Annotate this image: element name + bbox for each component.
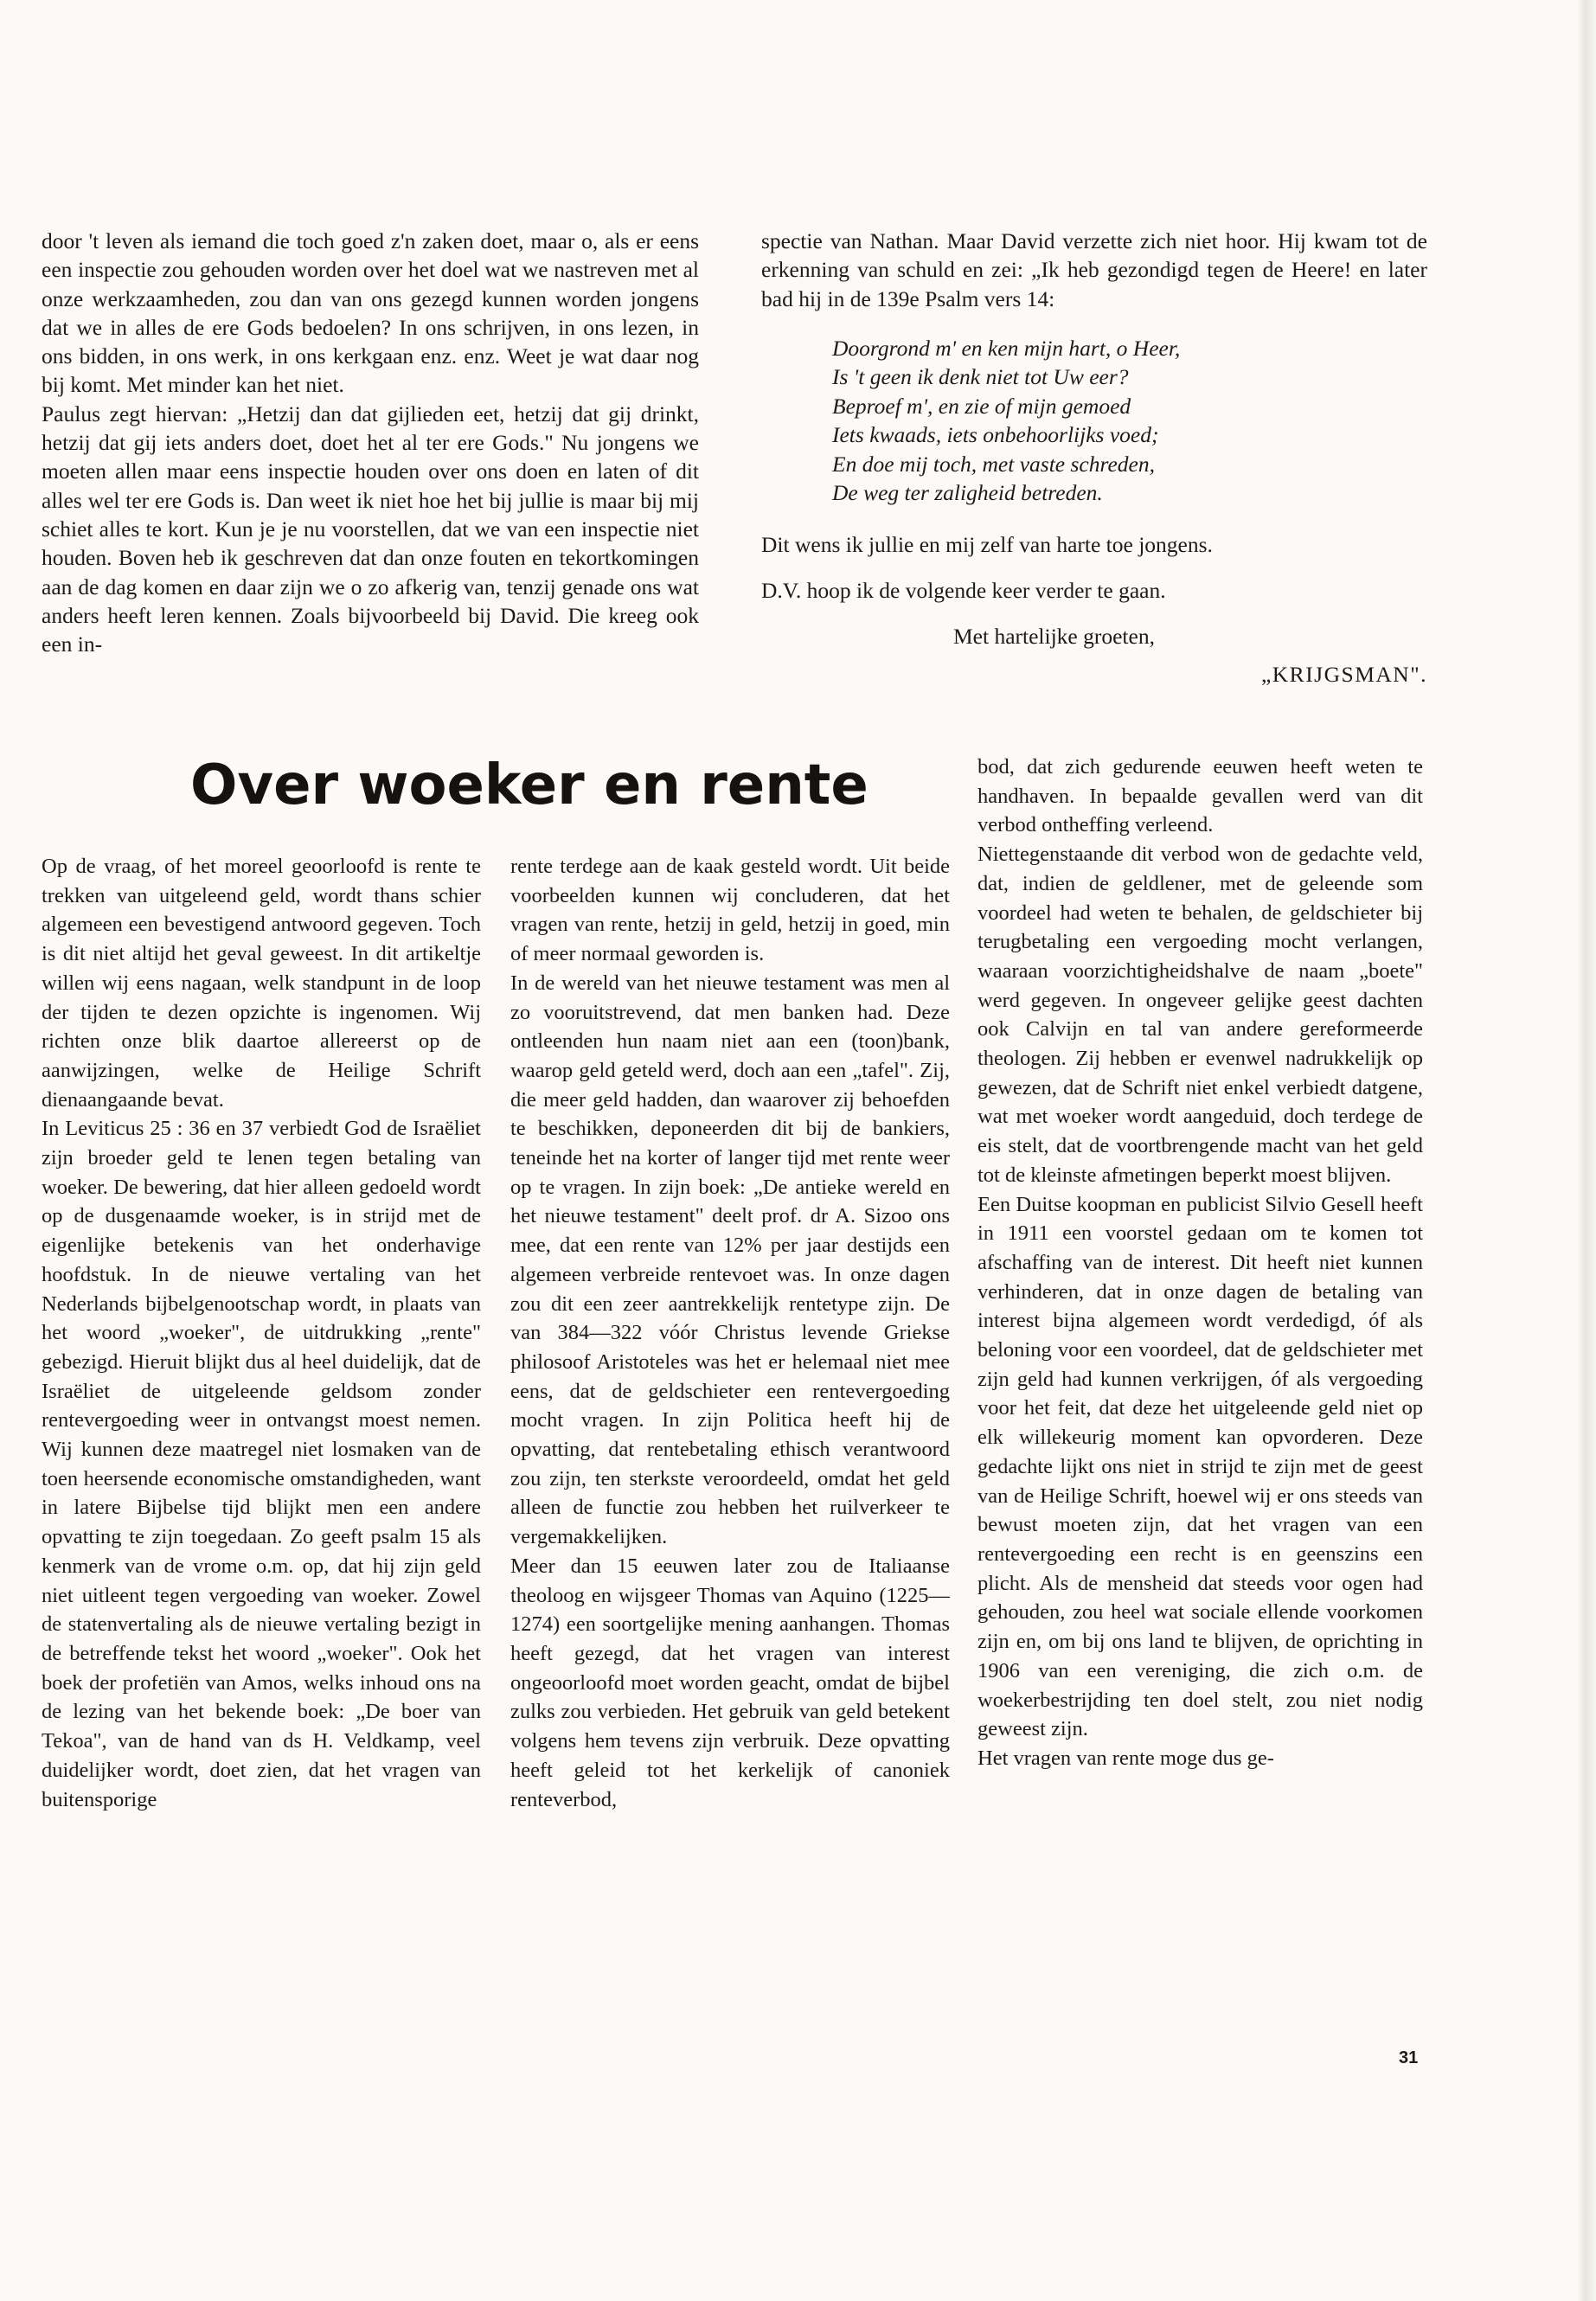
- previous-article-right-column: [761, 227, 1427, 689]
- paragraph: Op de vraag, of het moreel geoorloofd is rente te trekken van uitgeleend geld, wordt thans schier algemeen een bevestigend antwoord gegeven. Toch is dit niet altijd het geval geweest. In dit artikeltje willen wij eens nagaan, welk standpunt in de loop der tijden te dezen opzichte is ingenomen. Wij richten onze blik daartoe allereerst op de aanwijzingen, welke de Heilige Schrift dienaangaande bevat.: [42, 855, 481, 1112]
- greeting: Met hartelijke groeten,: [953, 624, 1155, 650]
- closing-line: D.V. hoop ik de volgende keer verder te gaan.: [761, 578, 1166, 604]
- poem-line: Iets kwaads, iets onbehoorlijks voed;: [832, 422, 1159, 448]
- paragraph: Het vragen van rente moge dus ge-: [977, 1746, 1274, 1770]
- paragraph: bod, dat zich gedurende eeuwen heeft weten te handhaven. In bepaalde gevallen werd van dit verbod ontheffing verleend.: [977, 755, 1423, 837]
- paragraph: rente terdege aan de kaak gesteld wordt. Uit beide voorbeelden kunnen wij concluderen, dat het vragen van rente, hetzij in geld, hetzij in goed, min of meer normaal geworden is.: [510, 855, 950, 966]
- article-column-a: [42, 852, 481, 1814]
- poem-line: De weg ter zaligheid betreden.: [832, 480, 1103, 506]
- page-edge-shadow: [1577, 0, 1596, 2301]
- paragraph: In de wereld van het nieuwe testament was men al zo vooruitstrevend, dat men banken had. Deze ontleenden hun naam niet aan een (toon)bank, waarop geld geteld werd, doch aan een „tafel". Zij, die meer geld hadden, dan waarover zij behoefden te beschikken, deponeerden dit bij de bankiers, teneinde het na korter of langer tijd met rente weer op te vragen. In zijn boek: „De antieke wereld en het nieuwe testament" deelt prof. dr A. Sizoo ons mee, dat een rente van 12% per jaar destijds een algemeen verbreide rentevoet was. In onze dagen zou dit een zeer aantrekkelijk rentetype zijn. De van 384—322 vóór Christus levende Griekse philosoof Aristoteles was het er helemaal niet mee eens, dat de geldschieter een rentevergoeding mocht vragen. In zijn Politica heeft hij de opvatting, dat rentebetaling ethisch verantwoord zou zijn, ten sterkste veroordeeld, omdat het geld alleen de functie zou hebben het ruilverkeer te vergemakkelijken.: [510, 971, 950, 1549]
- paragraph: spectie van Nathan. Maar David verzette zich niet hoor. Hij kwam tot de erkenning van schuld en zei: „Ik heb gezondigd tegen de Heere! en later bad hij in de 139e Psalm vers 14:: [761, 228, 1427, 311]
- poem-line: Beproef m', en zie of mijn gemoed: [832, 393, 1131, 419]
- paragraph: In Leviticus 25 : 36 en 37 verbiedt God de Israëliet zijn broeder geld te lenen tegen betaling van woeker. De bewering, dat hier alleen gedoeld wordt op de dusgenaamde woeker, is in strijd met de eigenlijke betekenis van het onderhavige hoofdstuk. In de nieuwe vertaling van het Nederlands bijbelgenootschap wordt, in plaats van het woord „woeker", de uitdrukking „rente" gebezigd. Hieruit blijkt dus al heel duidelijk, dat de Israëliet de uitgeleende geldsom zonder rentevergoeding weer in ontvangst moest nemen. Wij kunnen deze maatregel niet losmaken van de toen heersende economische omstandigheden, want in latere Bijbelse tijd blijkt men een andere opvatting te zijn toegedaan. Zo geeft psalm 15 als kenmerk van de vrome o.m. op, dat hij zijn geld niet uitleent tegen vergoeding van woeker. Zowel de statenvertaling als de nieuwe vertaling bezigt in de betreffende tekst het woord „woeker". Ook het boek der profetiën van Amos, welks inhoud ons na de lezing van het bekende boek: „De boer van Tekoa", van de hand van ds H. Veldkamp, veel duidelijker wordt, doet zien, dat het vragen van buitensporige: [42, 1117, 481, 1811]
- paragraph: Meer dan 15 eeuwen later zou de Italiaanse theoloog en wijsgeer Thomas van Aquino (1225—1274) een soortgelijke mening aanhangen. Thomas heeft gezegd, dat het vragen van interest ongeoorloofd moet worden geacht, omdat de bijbel zulks zou verbieden. Het gebruik van geld betekent volgens hem tevens zijn verbruik. Deze opvatting heeft geleid tot het kerkelijk of canoniek renteverbod,: [510, 1554, 950, 1811]
- paragraph: Paulus zegt hiervan: „Hetzij dan dat gijlieden eet, hetzij dat gij drinkt, hetzij dat gij iets anders doet, doet het al ter ere Gods." Nu jongens we moeten allen maar eens inspectie houden over ons doen en laten of dit alles wel ter ere Gods is. Dan weet ik niet hoe het bij jullie is maar bij mij schiet alles te kort. Kun je je nu voorstellen, dat we van een inspectie niet houden. Boven heb ik geschreven dat dan onze fouten en tekortkomingen aan de dag komen en daar zijn we o zo afkerig van, tenzij genade ons wat anders heeft leren kennen. Zoals bijvoorbeeld bij David. Die kreeg ook een in-: [42, 401, 699, 657]
- page-number: 31: [1399, 2048, 1419, 2067]
- article-column-c: [977, 753, 1423, 1773]
- article-title: Over woeker en rente: [190, 753, 869, 817]
- signature: „KRIJGSMAN".: [1260, 662, 1427, 688]
- paragraph: Een Duitse koopman en publicist Silvio Gesell heeft in 1911 een voorstel gedaan om te komen tot afschaffing van de interest. Dit heeft niet kunnen verhinderen, dat in onze dagen de betaling van interest bijna algemeen wordt verdedigd, óf als beloning voor een voordeel, dat de geldschieter met zijn geld had kunnen verkrijgen, óf als vergoeding voor het feit, dat deze het uitgeleende geld niet op elk willekeurig moment kan opvorderen. Deze gedachte lijkt ons niet in strijd te zijn met de geest van de Heilige Schrift, hoewel wij er ons steeds van bewust moeten zijn, dat het vragen van een rentevergoeding een recht is en geenszins een plicht. Als de mensheid dat steeds voor ogen had gehouden, zou heel wat sociale ellende voorkomen zijn en, om bij ons land te blijven, de oprichting in 1906 van een vereniging, die zich o.m. de woekerbestrijding ten doel stelt, zou niet nodig geweest zijn.: [977, 1192, 1423, 1741]
- article-column-b: [510, 852, 950, 1814]
- paragraph: Niettegenstaande dit verbod won de gedachte veld, dat, indien de geldlener, met de geleende som voordeel had weten te behalen, de geldschieter bij terugbetaling een vergoeding mocht verlangen, waaraan voorzichtigheidshalve de naam „boete" werd gegeven. In ongeveer gelijke geest dachten ook Calvijn en tal van andere gereformeerde theologen. Zij hebben er evenwel nadrukkelijk op gewezen, dat de Schrift niet enkel verbiedt datgene, wat met woeker wordt aangeduid, doch terdege de eis stelt, dat de voortbrengende macht van het geld tot de kleinste afmetingen beperkt moest blijven.: [977, 843, 1423, 1187]
- poem-line: En doe mij toch, met vaste schreden,: [832, 451, 1155, 477]
- closing-line: Dit wens ik jullie en mij zelf van harte toe jongens.: [761, 531, 1213, 557]
- previous-article-left-column: [42, 227, 699, 658]
- poem-line: Doorgrond m' en ken mijn hart, o Heer,: [832, 335, 1181, 361]
- poem-line: Is 't geen ik denk niet tot Uw eer?: [832, 364, 1129, 390]
- psalm-quote: [832, 334, 1427, 508]
- paragraph: door 't leven als iemand die toch goed z'n zaken doet, maar o, als er eens een inspectie zou gehouden worden over het doel wat we nastreven met al onze werkzaamheden, zou dan van ons gezegd kunnen worden jongens dat we in alles de ere Gods bedoelen? In ons schrijven, in ons lezen, in ons bidden, in ons werk, in ons kerkgaan enz. enz. Weet je wat daar nog bij komt. Met minder kan het niet.: [42, 228, 699, 398]
